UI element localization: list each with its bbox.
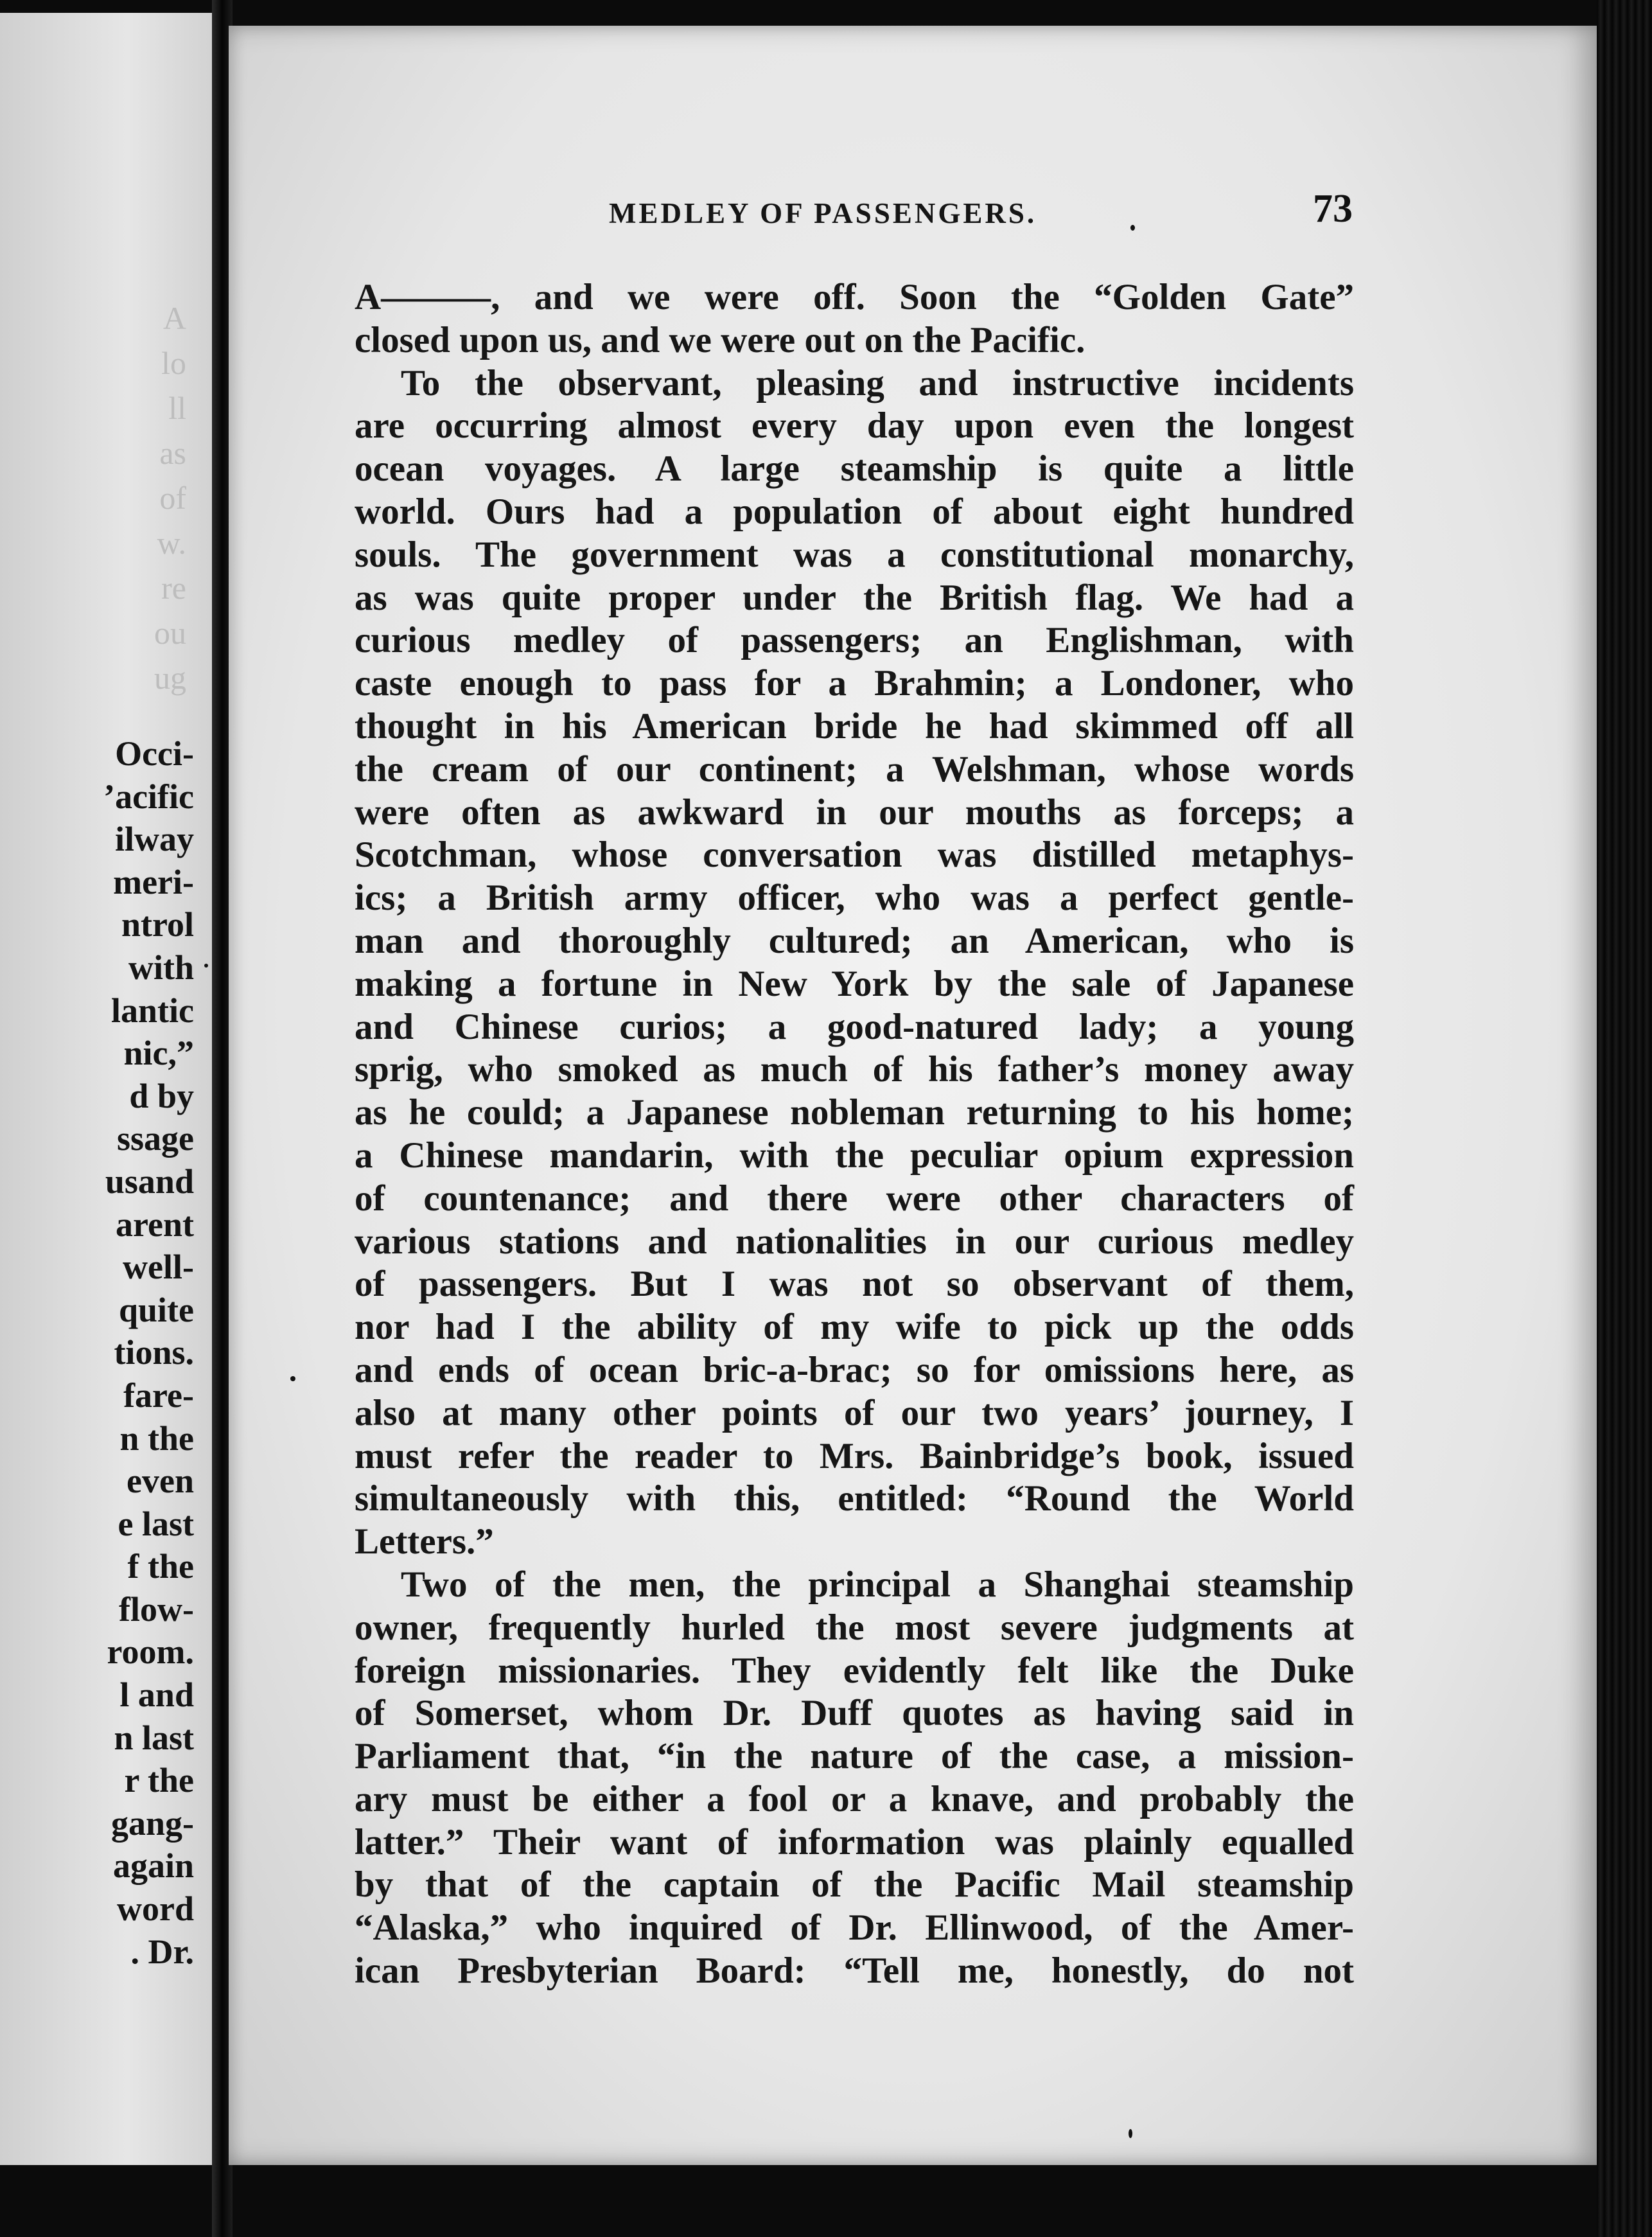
left-page-line-fragment: n last bbox=[114, 1718, 194, 1757]
left-page-line-fragment: gang- bbox=[110, 1803, 194, 1843]
text-line: of passengers. But I was not so observant of them, bbox=[355, 1264, 1354, 1305]
left-page-line-fragment: lantic bbox=[111, 991, 194, 1030]
text-line: as he could; a Japanese nobleman returning to his home; bbox=[355, 1092, 1354, 1133]
text-line: making a fortune in New York by the sale of Japanese bbox=[355, 963, 1354, 1004]
text-line: owner, frequently hurled the most severe judgments at bbox=[355, 1607, 1354, 1648]
left-page-line-fragment: meri- bbox=[113, 862, 194, 901]
text-line: curious medley of passengers; an Englishman, with bbox=[355, 620, 1354, 661]
text-line: ocean voyages. A large steamship is quite a little bbox=[355, 448, 1354, 490]
running-head: MEDLEY OF PASSENGERS. bbox=[609, 197, 1037, 229]
text-line: by that of the captain of the Pacific Mail steamship bbox=[355, 1864, 1354, 1905]
left-page-line-fragment: ntrol bbox=[121, 905, 194, 944]
text-line: thought in his American bride he had skimmed off all bbox=[355, 705, 1354, 747]
text-line: and ends of ocean bric-a-brac; so for omissions here, as bbox=[355, 1349, 1354, 1390]
text-line: latter.” Their want of information was plainly equalled bbox=[355, 1821, 1354, 1862]
left-page-line-fragment: e last bbox=[118, 1504, 194, 1543]
body-text bbox=[355, 276, 1354, 1993]
text-line: various stations and nationalities in our curious medley bbox=[355, 1221, 1354, 1262]
paragraph-first-line: Two of the men, the principal a Shanghai steamship bbox=[401, 1564, 1354, 1605]
left-page-line-fragment: ’acific bbox=[103, 777, 194, 816]
bleed-through-text: A lo ll as of w. re ou ug bbox=[154, 300, 186, 696]
text-line: man and thoroughly cultured; an American, who is bbox=[355, 920, 1354, 961]
left-page-line-fragment: n the bbox=[119, 1419, 194, 1458]
left-page-line-fragment: usand bbox=[105, 1162, 194, 1201]
left-page-line-fragment: l and bbox=[119, 1676, 194, 1715]
paragraph-first-line: To the observant, pleasing and instructive incidents bbox=[401, 362, 1354, 403]
text-line: as was quite proper under the British flag. We had a bbox=[355, 577, 1354, 618]
left-page-line-fragment: flow- bbox=[119, 1589, 194, 1629]
text-line: of Somerset, whom Dr. Duff quotes as having said in bbox=[355, 1693, 1354, 1734]
text-line: of countenance; and there were other characters of bbox=[355, 1178, 1354, 1219]
ink-speck bbox=[290, 1376, 295, 1381]
ink-speck bbox=[204, 964, 208, 968]
text-line: are occurring almost every day upon even the longest bbox=[355, 405, 1354, 447]
text-line: Parliament that, “in the nature of the case, a mission- bbox=[355, 1736, 1354, 1777]
text-line: “Alaska,” who inquired of Dr. Ellinwood, of the Amer- bbox=[355, 1907, 1354, 1949]
text-line: caste enough to pass for a Brahmin; a Londoner, who bbox=[355, 663, 1354, 704]
left-page-line-fragment: with bbox=[128, 948, 194, 987]
text-line: must refer the reader to Mrs. Bainbridge’s book, issued bbox=[355, 1435, 1354, 1476]
left-page-line-fragment: ilway bbox=[114, 820, 194, 859]
left-page-line-fragment: quite bbox=[118, 1290, 194, 1329]
left-page-line-fragment: tions. bbox=[114, 1333, 194, 1372]
text-line: Scotchman, whose conversation was distilled metaphys- bbox=[355, 835, 1354, 876]
text-line: ary must be either a fool or a knave, and probably the bbox=[355, 1778, 1354, 1819]
left-page-line-fragment: arent bbox=[116, 1205, 194, 1244]
left-page-line-fragment: room. bbox=[107, 1632, 194, 1672]
left-page-line-fragment: again bbox=[112, 1846, 194, 1886]
text-line: were often as awkward in our mouths as forceps; a bbox=[355, 791, 1354, 833]
ink-speck bbox=[1129, 2129, 1132, 2138]
left-page-line-fragment: d by bbox=[129, 1076, 194, 1115]
text-line: and Chinese curios; a good-natured lady; a young bbox=[355, 1006, 1354, 1047]
left-facing-page bbox=[0, 13, 212, 2165]
left-page-line-fragment: r the bbox=[124, 1761, 194, 1800]
text-line: sprig, who smoked as much of his father’s money away bbox=[355, 1049, 1354, 1090]
text-line: simultaneously with this, entitled: “Round the World bbox=[355, 1478, 1354, 1519]
text-line: ics; a British army officer, who was a perfect gentle- bbox=[355, 878, 1354, 919]
ink-speck bbox=[1130, 225, 1135, 231]
left-page-line-fragment: word bbox=[117, 1889, 194, 1929]
text-line: a Chinese mandarin, with the peculiar opium expression bbox=[355, 1135, 1354, 1176]
text-line: souls. The government was a constitutional monarchy, bbox=[355, 534, 1354, 575]
text-line: nor had I the ability of my wife to pick up the odds bbox=[355, 1307, 1354, 1348]
page-number: 73 bbox=[1313, 187, 1353, 231]
text-line: foreign missionaries. They evidently felt like the Duke bbox=[355, 1650, 1354, 1691]
left-page-line-fragment: fare- bbox=[123, 1375, 194, 1415]
left-page-fragments bbox=[103, 732, 194, 1973]
text-line: ican Presbyterian Board: “Tell me, honestly, do not bbox=[355, 1950, 1354, 1992]
text-line: Letters.” bbox=[355, 1521, 494, 1562]
left-page-line-fragment: nic,” bbox=[123, 1034, 194, 1073]
text-line: closed upon us, and we were out on the Pacific. bbox=[355, 319, 1085, 360]
left-page-line-fragment: Occi- bbox=[115, 734, 194, 773]
left-page-line-fragment: even bbox=[127, 1462, 194, 1501]
text-line: world. Ours had a population of about eight hundred bbox=[355, 491, 1354, 532]
left-page-line-fragment: well- bbox=[123, 1248, 194, 1287]
left-page-line-fragment: . Dr. bbox=[130, 1932, 194, 1971]
left-page-line-fragment: f the bbox=[127, 1547, 194, 1586]
page-edge bbox=[1597, 0, 1652, 2237]
text-line: the cream of our continent; a Welshman, whose words bbox=[355, 748, 1354, 790]
text-line: also at many other points of our two years’ journey, I bbox=[355, 1392, 1354, 1433]
left-page-line-fragment: ssage bbox=[117, 1119, 194, 1158]
text-line: A———, and we were off. Soon the “Golden Gate” bbox=[355, 277, 1354, 317]
